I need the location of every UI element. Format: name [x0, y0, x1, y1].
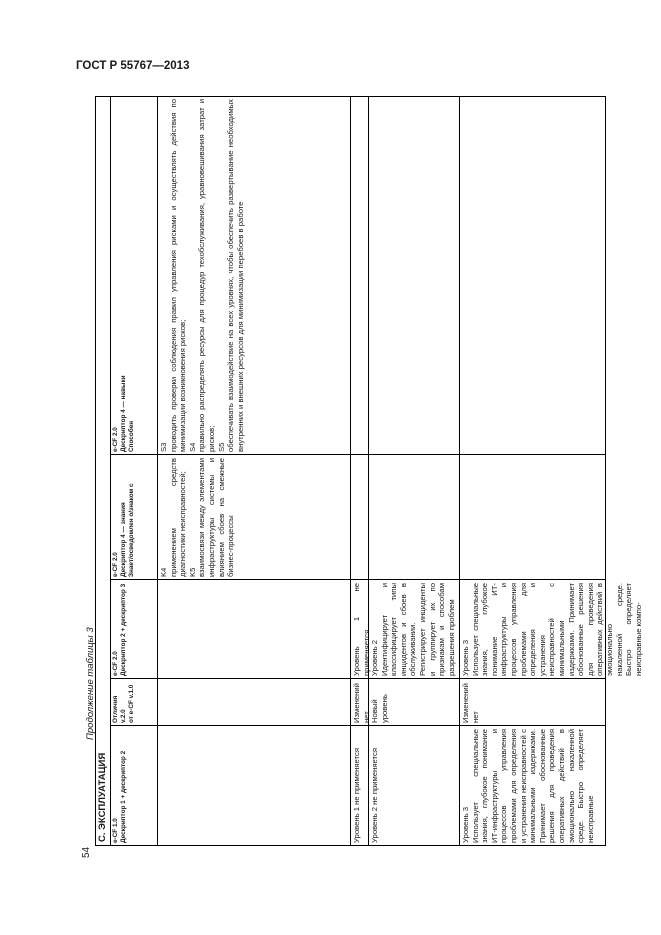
table-cell: S3 проводить проверки соблюдения правил управления рисками и осуществлять действия по минимизации возникновения рисков; S4 правильно распределять ресурсы для процедур техобслуживания, уравновешивания затрат и рисков; S5 обеспечивать взаимодействие на всех уровнях, чтобы обеспечить развертывание необходимых внутренних и внешних ресурсов для минимизации перебоев в работе [159, 99, 245, 452]
table-cell [368, 96, 459, 455]
column-header: Отличия v.2.0 от e-CF v.1.0 [112, 684, 135, 723]
table-cell: Уровень 3 Использует специальные знания, глубокое понимание ИТ-инфраструктуры и процессов управления проблемами для определения и устранения неисправностей с минимальными издержками. Принимает обоснованные решения для проведения оперативных действий в эмоционально накаленной среде. Быстро определяет неисправные компо- [461, 583, 643, 676]
section-title: С. ЭКСПЛУАТАЦИЯ [97, 752, 108, 842]
table-cell: Уровень 2 не применяется [370, 748, 379, 843]
table-cell [157, 580, 350, 679]
table-cell [350, 96, 368, 455]
page-number: 54 [81, 846, 92, 858]
table-cell: Новый уровень [370, 694, 389, 723]
document-number: ГОСТ Р 55767—2013 [76, 60, 190, 72]
table-continuation-caption: Продолжение таблицы 3 [85, 627, 96, 740]
table-cell: Уровень 2 Идентифицирует и классифицирует типы инцидентов и сбоев в обслуживании. Регистрирует инциденты и группирует их по признакам и способам разрешения проблем [370, 583, 456, 676]
column-header: e-CF 2.0 Дескриптор 4 — знания Знает/осведомлен о/знаком с [112, 483, 135, 577]
table-cell [157, 726, 350, 846]
column-header: e-CF 2.0 Дескриптор 2 + дескриптор 3 [112, 583, 127, 676]
table-cell: Уровень 1 не применяется [352, 583, 371, 676]
table-cell [350, 455, 368, 580]
table-cell: Изменений нет [461, 683, 480, 723]
table-cell: Уровень 3 Использует специальные знания, глубокое понимание ИТ-инфраструктуры и процессов управления проблемами для определения и устранения неисправностей с минимальными издержками. Принимает обоснованные решения для проведения оперативных действий в эмоционально накаленной среде. Быстро определяет неисправные [461, 729, 595, 843]
column-header: e-CF 2.0 Дескриптор 4 — навыки Способен [112, 375, 135, 452]
table-cell [459, 96, 606, 455]
table-cell [157, 679, 350, 726]
table-cell: Уровень 1 не применяется [352, 748, 361, 843]
table-cell [459, 455, 606, 580]
table-cell: Изменений нет [352, 683, 371, 723]
table-cell [368, 455, 459, 580]
table-cell: K4 применением средств диагностики неисправностей; K5 взаимосвязи между элементами инфраструктуры системы и влиянием сбоев на смежные бизнес-процессы [159, 458, 236, 577]
column-header: e-CF 1.0 Дескриптор 1 + дескриптор 2 [112, 750, 127, 843]
